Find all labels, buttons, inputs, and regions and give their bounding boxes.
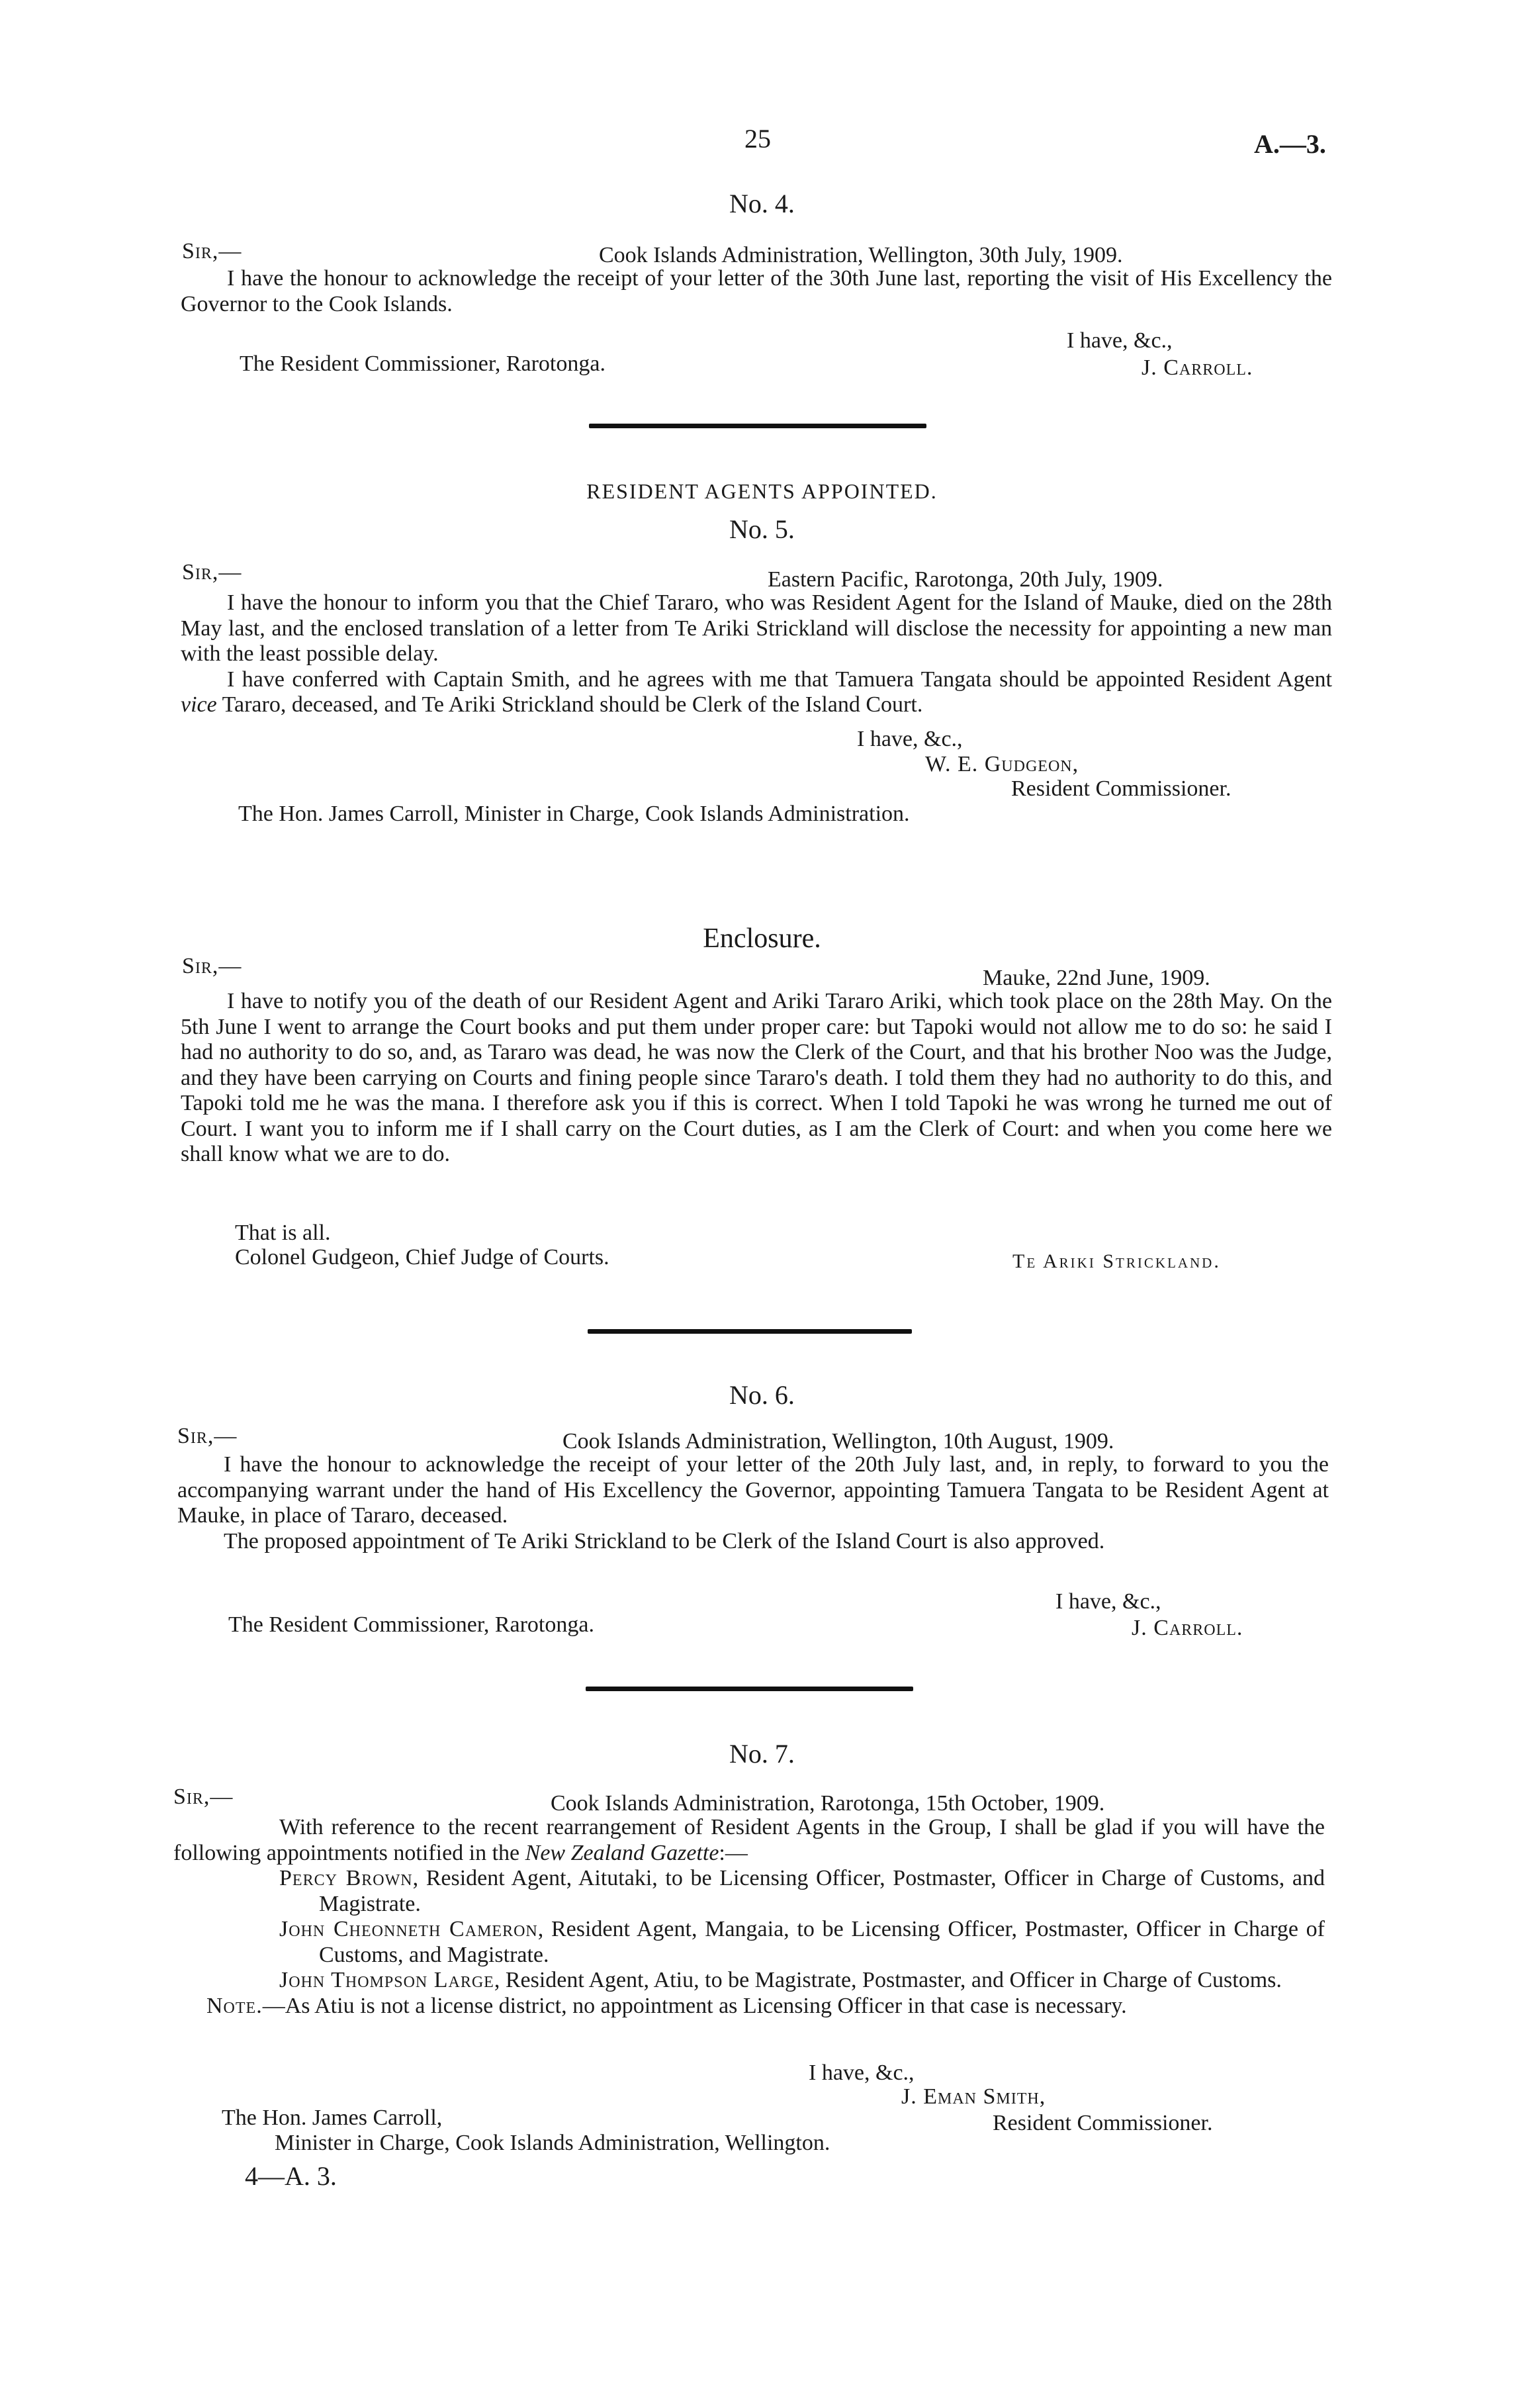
letter-7-closing: I have, &c., (809, 2061, 915, 2085)
letter-7-paragraph-1-text: With reference to the recent rearrangement of Resident Agents in the Group, I shall be glad if you will have the following appointments notified in the (173, 1815, 1325, 1865)
letter-4-number: No. 4. (729, 189, 795, 218)
letter-6-dateline: Cook Islands Administration, Wellington, 10th August, 1909. (562, 1429, 1114, 1454)
letter-7-addressee-2: Minister in Charge, Cook Islands Administration, Wellington. (275, 2131, 830, 2155)
letter-4-body (181, 266, 1332, 317)
section-divider (588, 1329, 912, 1334)
letter-7-salutation: Sir,— (173, 1784, 234, 1809)
letter-7-paragraph-1-end: :— (719, 1840, 748, 1865)
letter-6-body (177, 1452, 1329, 1554)
note-label: Note. (206, 1993, 263, 2018)
letter-4-dateline: Cook Islands Administration, Wellington, 30th July, 1909. (599, 243, 1123, 267)
letter-5-addressee: The Hon. James Carroll, Minister in Charge, Cook Islands Administration. (238, 802, 910, 826)
letter-4-signature: J. Carroll. (1142, 355, 1253, 380)
appointment-item (279, 1917, 1325, 1968)
appointment-item (279, 1968, 1325, 1994)
letter-7-paragraph-1 (173, 1815, 1325, 1866)
letter-5-number: No. 5. (729, 514, 795, 544)
letter-7-addressee-1: The Hon. James Carroll, (222, 2106, 443, 2130)
letter-5-salutation: Sir,— (182, 560, 242, 584)
letter-4-closing: I have, &c., (1067, 328, 1173, 353)
letter-5-signature: W. E. Gudgeon, (925, 752, 1079, 776)
letter-6-paragraph-1: I have the honour to acknowledge the receipt of your letter of the 20th July last, and, in reply, to forward to you the accompanying warrant under the hand of His Excellency the Governor, appointing Tamuera Tangata to be Resident Agent at Mauke, in place of Tararo, deceased. (177, 1452, 1329, 1528)
note-text: —As Atiu is not a license district, no appointment as Licensing Officer in that case is necessary. (262, 1993, 1127, 2018)
letter-6-addressee: The Resident Commissioner, Rarotonga. (228, 1612, 594, 1637)
section-title: RESIDENT AGENTS APPOINTED. (586, 479, 938, 503)
letter-4-paragraph: I have the honour to acknowledge the receipt of your letter of the 30th June last, reporting the visit of His Excellency the Governor to the Cook Islands. (181, 266, 1332, 316)
letter-6-salutation: Sir,— (177, 1424, 238, 1448)
letter-4-addressee: The Resident Commissioner, Rarotonga. (240, 351, 605, 376)
signature-mark: 4—A. 3. (245, 2161, 337, 2191)
letter-5-dateline: Eastern Pacific, Rarotonga, 20th July, 1909. (768, 567, 1163, 592)
enclosure-addressee: Colonel Gudgeon, Chief Judge of Courts. (235, 1245, 609, 1270)
letter-6-paragraph-2: The proposed appointment of Te Ariki Strickland to be Clerk of the Island Court is also approved. (224, 1528, 1105, 1553)
letter-4-salutation: Sir,— (182, 239, 242, 263)
letter-7-number: No. 7. (729, 1739, 795, 1769)
letter-7-note (173, 1994, 1325, 2019)
section-divider (586, 1687, 913, 1691)
enclosure-body (181, 989, 1332, 1168)
letter-7-signature: J. Eman Smith, (901, 2084, 1046, 2109)
document-reference: A.—3. (1254, 129, 1326, 159)
letter-5-paragraph-1: I have the honour to inform you that the Chief Tararo, who was Resident Agent for the Island of Mauke, died on the 28th May last, and the enclosed translation of a letter from Te Ariki Strickland will disclose the necessity for appointing a new man with the least possible delay. (181, 590, 1332, 666)
enclosure-title: Enclosure. (703, 923, 821, 954)
enclosure-dateline: Mauke, 22nd June, 1909. (983, 966, 1210, 990)
letter-7-signature-title: Resident Commissioner. (993, 2111, 1213, 2135)
letter-5-paragraph-2 (181, 667, 1332, 718)
appointment-name: John Cheonneth Cameron (279, 1917, 538, 1941)
letter-6-number: No. 6. (729, 1380, 795, 1410)
section-divider (589, 424, 926, 428)
letter-5-closing: I have, &c., (857, 727, 963, 751)
page-number: 25 (744, 124, 771, 154)
letter-5-signature-title: Resident Commissioner. (1011, 776, 1232, 801)
appointment-name: John Thompson Large (279, 1968, 494, 1992)
appointment-item (279, 1866, 1325, 1917)
letter-6-signature: J. Carroll. (1132, 1616, 1243, 1640)
enclosure-signature: Te Ariki Strickland. (1012, 1250, 1221, 1272)
letter-7-gazette: New Zealand Gazette (525, 1840, 719, 1865)
letter-7-dateline: Cook Islands Administration, Rarotonga, 15th October, 1909. (551, 1791, 1105, 1816)
enclosure-salutation: Sir,— (182, 954, 242, 978)
appointment-name: Percy Brown (279, 1866, 413, 1890)
letter-5-vice: vice (181, 692, 217, 717)
appointment-text: , Resident Agent, Mangaia, to be Licensing Officer, Postmaster, Officer in Charge of Customs, and Magistrate. (319, 1917, 1325, 1967)
enclosure-closing-line: That is all. (235, 1221, 331, 1245)
appointment-text: , Resident Agent, Atiu, to be Magistrate, Postmaster, and Officer in Charge of Customs. (494, 1968, 1282, 1992)
letter-5-paragraph-2-end: Tararo, deceased, and Te Ariki Strickland should be Clerk of the Island Court. (222, 692, 923, 717)
appointment-text: , Resident Agent, Aitutaki, to be Licensing Officer, Postmaster, Officer in Charge of Customs, and Magistrate. (319, 1866, 1325, 1916)
letter-5-paragraph-2-start: I have conferred with Captain Smith, and he agrees with me that Tamuera Tangata should be appointed Resident Agent (227, 667, 1332, 692)
letter-6-closing: I have, &c., (1055, 1589, 1161, 1614)
letter-5-body (181, 590, 1332, 718)
letter-7-body (173, 1815, 1325, 2019)
enclosure-paragraph: I have to notify you of the death of our Resident Agent and Ariki Tararo Ariki, which took place on the 28th May. On the 5th June I went to arrange the Court books and put them under proper care: but Tapoki would not allow me to do so: he said I had no authority to do so, and, as Tararo was dead, he was now the Clerk of the Court, and that his brother Noo was the Judge, and they have been carrying on Courts and fining people since Tararo's death. I told them they had no authority to do this, and Tapoki told me he was the mana. I therefore ask you if this is correct. When I told Tapoki he was wrong he turned me out of Court. I want you to inform me if I shall carry on the Court duties, as I am the Clerk of Court: and when you come here we shall know what we are to do. (181, 989, 1332, 1166)
